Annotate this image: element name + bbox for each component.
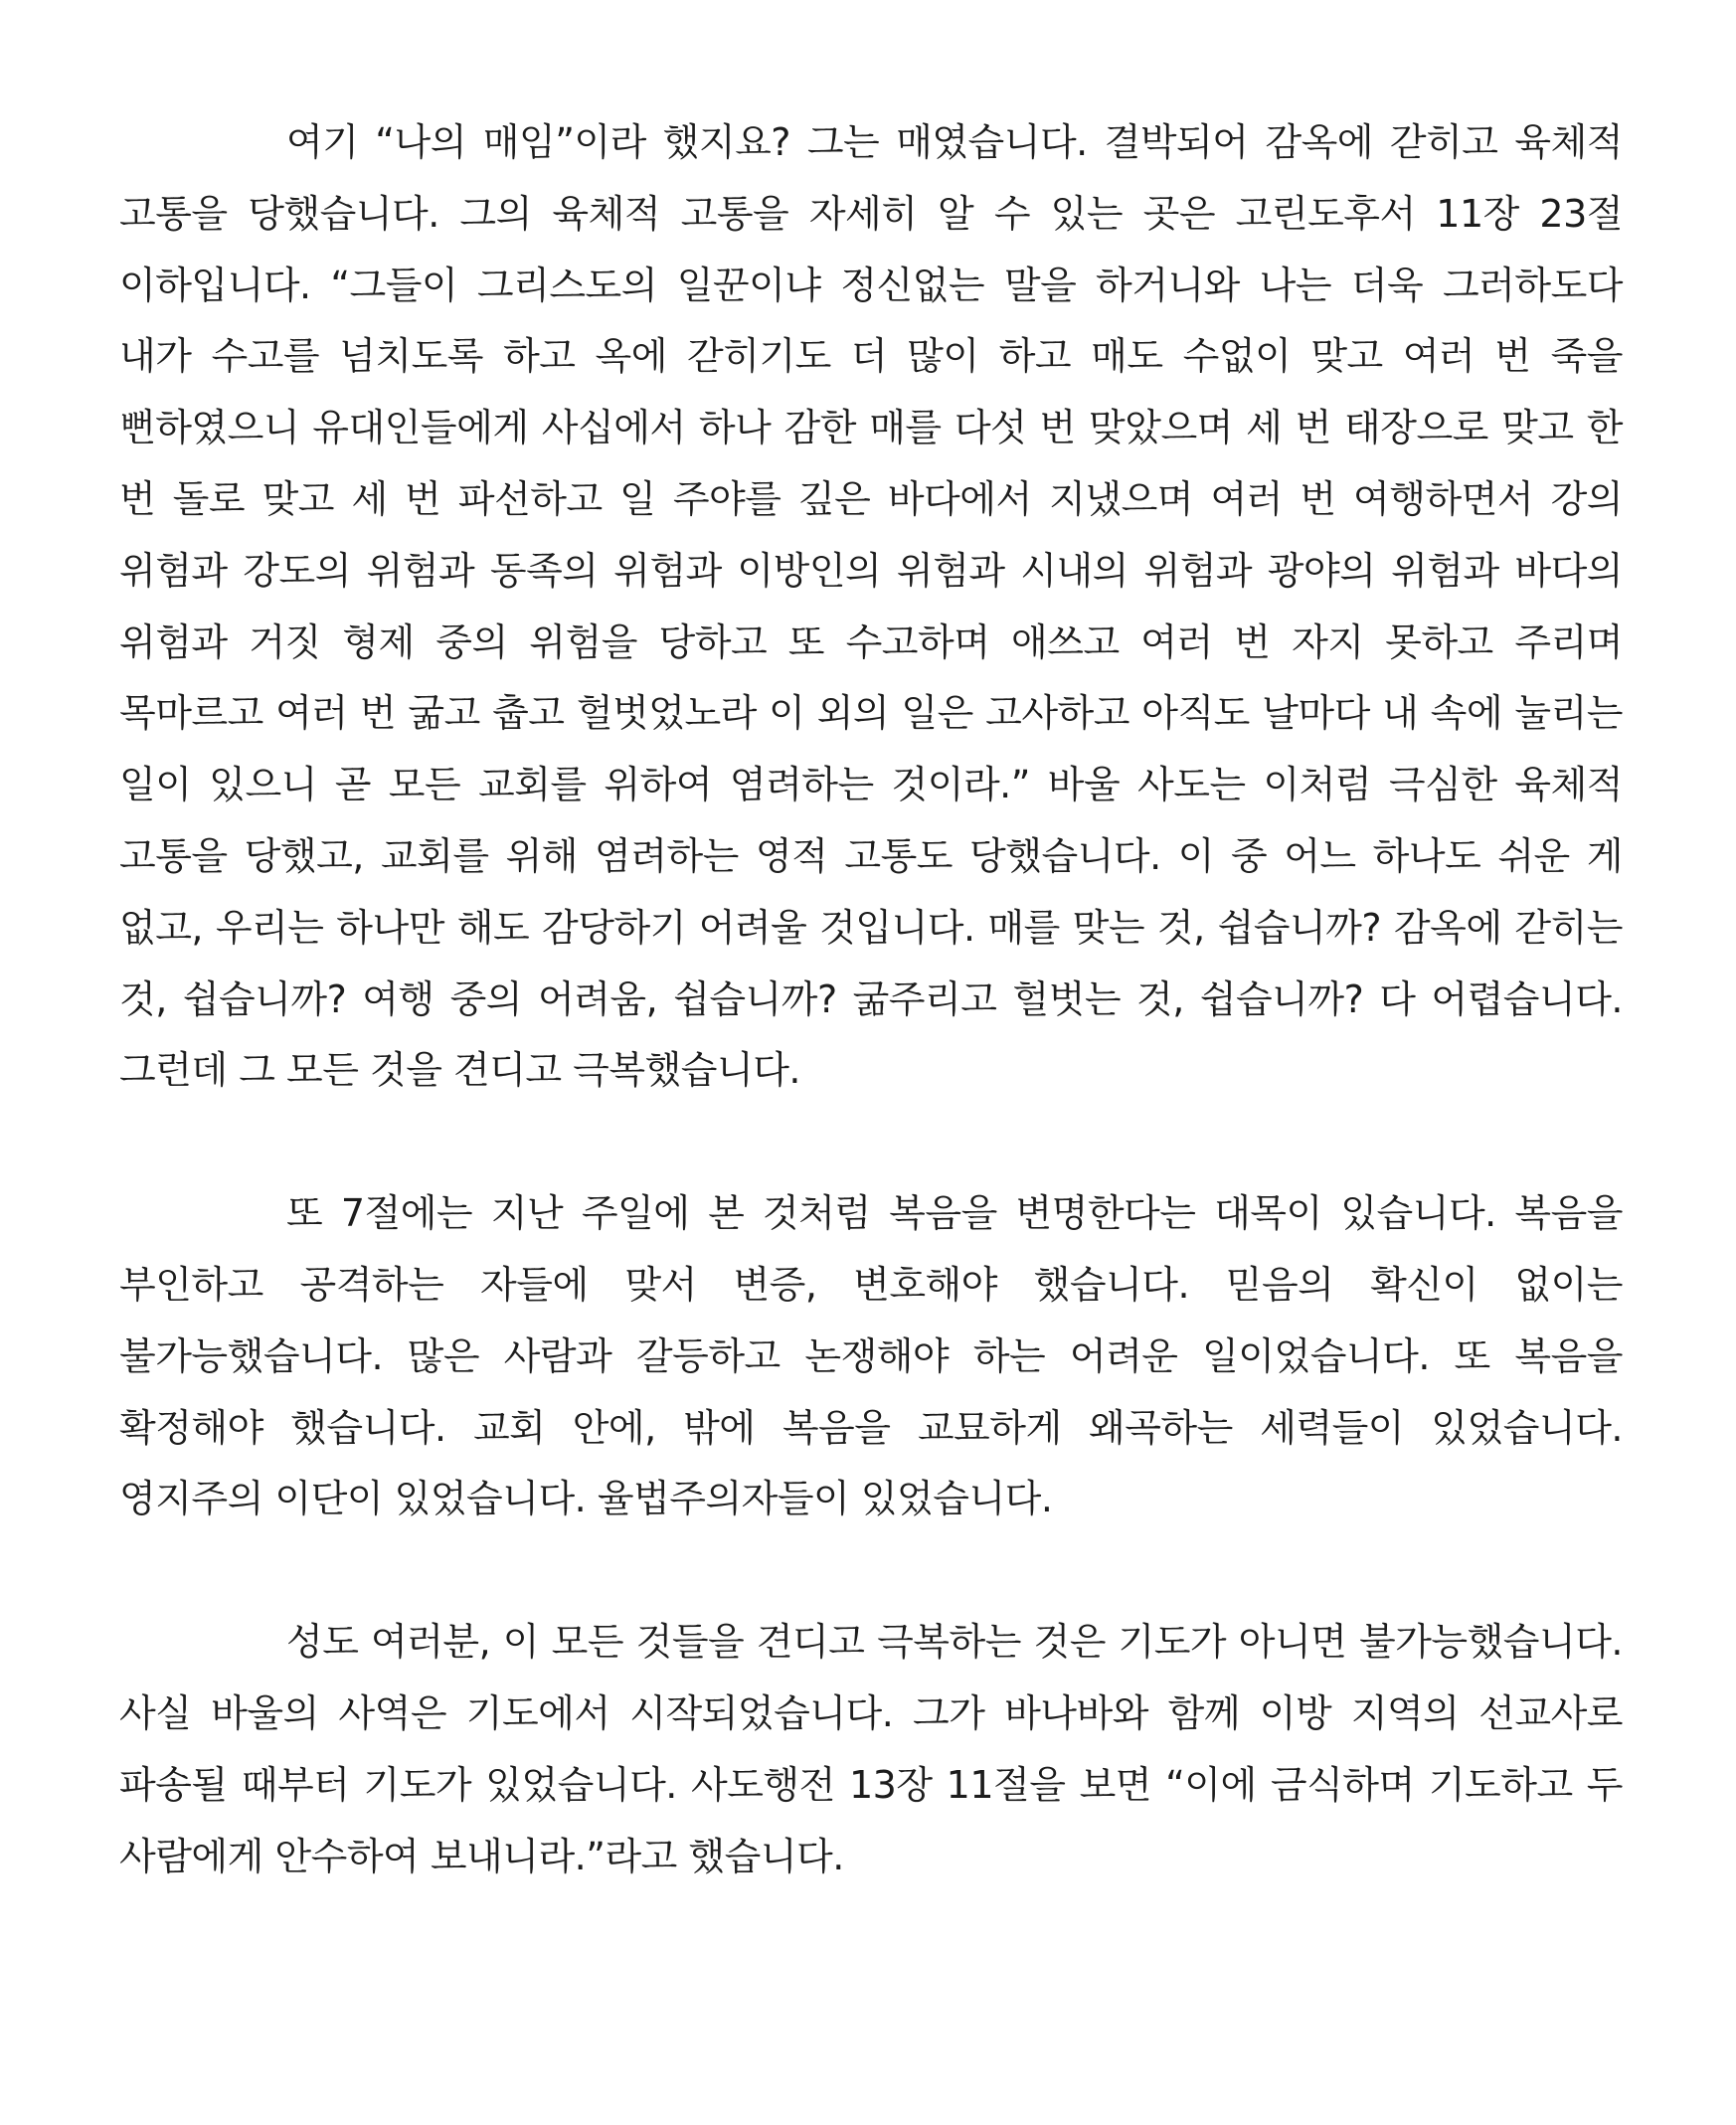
paragraph-3: 성도 여러분, 이 모든 것들을 견디고 극복하는 것은 기도가 아니면 불가능했습니다. 사실 바울의 사역은 기도에서 시작되었습니다. 그가 바나바와 함께 이방 지역의 선교사로 파송될 때부터 기도가 있었습니다. 사도행전 13장 11절을 보면 “이에 금식하며 기도하고 두 사람에게 안수하여 보내니라.”라고 했습니다. [119,1620,1623,1878]
paragraph-1: 여기 “나의 매임”이라 했지요? 그는 매였습니다. 결박되어 감옥에 갇히고 육체적 고통을 당했습니다. 그의 육체적 고통을 자세히 알 수 있는 곳은 고린도후서 11장 23절 이하입니다. “그들이 그리스도의 일꾼이냐 정신없는 말을 하거니와 나는 더욱 그러하도다 내가 수고를 넘치도록 하고 옥에 갇히기도 더 많이 하고 매도 수없이 맞고 여러 번 죽을 뻔하였으니 유대인들에게 사십에서 하나 감한 매를 다섯 번 맞았으며 세 번 태장으로 맞고 한 번 돌로 맞고 세 번 파선하고 일 주야를 깊은 바다에서 지냈으며 여러 번 여행하면서 강의 위험과 강도의 위험과 동족의 위험과 이방인의 위험과 시내의 위험과 광야의 위험과 바다의 위험과 거짓 형제 중의 위험을 당하고 또 수고하며 애쓰고 여러 번 자지 못하고 주리며 목마르고 여러 번 굶고 춥고 헐벗었노라 이 외의 일은 고사하고 아직도 날마다 내 속에 눌리는 일이 있으니 곧 모든 교회를 위하여 염려하는 것이라.” 바울 사도는 이처럼 극심한 육체적 고통을 당했고, 교회를 위해 염려하는 영적 고통도 당했습니다. 이 중 어느 하나도 쉬운 게 없고, 우리는 하나만 해도 감당하기 어려울 것입니다. 매를 맞는 것, 쉽습니까? 감옥에 갇히는 것, 쉽습니까? 여행 중의 어려움, 쉽습니까? 굶주리고 헐벗는 것, 쉽습니까? 다 어렵습니다. 그런데 그 모든 것을 견디고 극복했습니다. [119,120,1623,1093]
document-page [119,107,1623,1892]
paragraph-2: 또 7절에는 지난 주일에 본 것처럼 복음을 변명한다는 대목이 있습니다. 복음을 부인하고 공격하는 자들에 맞서 변증, 변호해야 했습니다. 믿음의 확신이 없이는 불가능했습니다. 많은 사람과 갈등하고 논쟁해야 하는 어려운 일이었습니다. 또 복음을 확정해야 했습니다. 교회 안에, 밖에 복음을 교묘하게 왜곡하는 세력들이 있었습니다. 영지주의 이단이 있었습니다. 율법주의자들이 있었습니다. [119,1191,1623,1521]
